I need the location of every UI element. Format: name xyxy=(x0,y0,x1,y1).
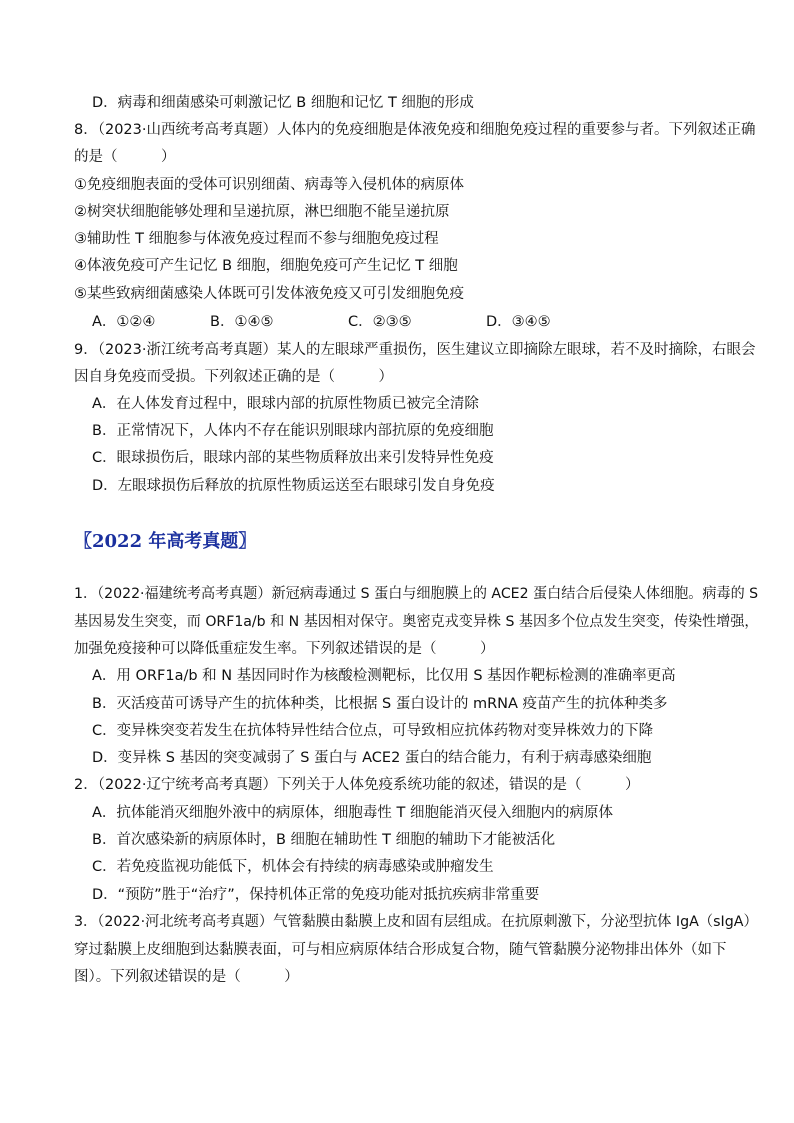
question-8-item-2: ②树突状细胞能够处理和呈递抗原，淋巴细胞不能呈递抗原 xyxy=(74,204,450,220)
question-9-option-a: A．在人体发育过程中，眼球内部的抗原性物质已被完全清除 xyxy=(92,396,479,412)
question-8-option-b: B．①④⑤ xyxy=(210,314,274,330)
section-title: 〖2022 年高考真题〗 xyxy=(74,531,257,552)
question-9-option-c: C．眼球损伤后，眼球内部的某些物质释放出来引发特异性免疫 xyxy=(92,450,494,466)
problem-1-option-b: B．灭活疫苗可诱导产生的抗体种类，比根据 S 蛋白设计的 mRNA 疫苗产生的抗体种类多 xyxy=(92,696,668,712)
question-8-item-3: ③辅助性 T 细胞参与体液免疫过程而不参与细胞免疫过程 xyxy=(74,231,439,247)
question-8-options xyxy=(92,312,551,332)
question-8-item-5: ⑤某些致病细菌感染人体既可引发体液免疫又可引发细胞免疫 xyxy=(74,286,464,302)
question-9-option-b: B．正常情况下，人体内不存在能识别眼球内部抗原的免疫细胞 xyxy=(92,423,494,439)
question-7-option-d: D．病毒和细菌感染可刺激记忆 B 细胞和记忆 T 细胞的形成 xyxy=(92,95,474,111)
problem-3-stem-line-3: 图）。下列叙述错误的是（ ） xyxy=(74,969,299,985)
problem-2-stem: 2．（2022·辽宁统考高考真题）下列关于人体免疫系统功能的叙述，错误的是（ ） xyxy=(74,777,640,793)
problem-3-stem-line-1: 3．（2022·河北统考高考真题）气管黏膜由黏膜上皮和固有层组成。在抗原刺激下，分泌型抗体 IgA（sIgA） xyxy=(74,914,758,930)
problem-1-stem-line-2: 基因易发生突变，而 ORF1a/b 和 N 基因相对保守。奥密克戎变异株 S 基因多个位点发生突变，传染性增强， xyxy=(74,614,759,630)
problem-2-option-d: D．“预防”胜于“治疗”，保持机体正常的免疫功能对抵抗疾病非常重要 xyxy=(92,887,540,903)
problem-3-stem-line-2: 穿过黏膜上皮细胞到达黏膜表面，可与相应病原体结合形成复合物，随气管黏膜分泌物排出体外（如下 xyxy=(74,942,727,958)
problem-1-option-d: D．变异株 S 基因的突变减弱了 S 蛋白与 ACE2 蛋白的结合能力，有利于病毒感染细胞 xyxy=(92,750,652,766)
question-8-stem-line-1: 8．（2023·山西统考高考真题）人体内的免疫细胞是体液免疫和细胞免疫过程的重要参与者。下列叙述正确 xyxy=(74,122,756,138)
problem-1-stem-line-3: 加强免疫接种可以降低重症发生率。下列叙述错误的是（ ） xyxy=(74,641,495,657)
question-8-item-4: ④体液免疫可产生记忆 B 细胞，细胞免疫可产生记忆 T 细胞 xyxy=(74,258,458,274)
question-8-item-1: ①免疫细胞表面的受体可识别细菌、病毒等入侵机体的病原体 xyxy=(74,177,464,193)
question-9-option-d: D．左眼球损伤后释放的抗原性物质运送至右眼球引发自身免疫 xyxy=(92,478,495,494)
problem-2-option-a: A．抗体能消灭细胞外液中的病原体，细胞毒性 T 细胞能消灭侵入细胞内的病原体 xyxy=(92,805,613,821)
question-8-option-d: D．③④⑤ xyxy=(486,314,551,330)
problem-1-stem-line-1: 1．（2022·福建统考高考真题）新冠病毒通过 S 蛋白与细胞膜上的 ACE2 蛋白结合后侵染人体细胞。病毒的 S xyxy=(74,586,759,602)
question-9-stem-line-2: 因自身免疫而受损。下列叙述正确的是（ ） xyxy=(74,369,393,385)
question-8-stem-line-2: 的是（ ） xyxy=(74,149,176,165)
question-9-stem-line-1: 9．（2023·浙江统考高考真题）某人的左眼球严重损伤，医生建议立即摘除左眼球，若不及时摘除，右眼会 xyxy=(74,342,756,358)
problem-1-option-c: C．变异株突变若发生在抗体特异性结合位点，可导致相应抗体药物对变异株效力的下降 xyxy=(92,723,654,739)
question-8-option-a: A．①②④ xyxy=(92,314,156,330)
problem-2-option-c: C．若免疫监视功能低下，机体会有持续的病毒感染或肿瘤发生 xyxy=(92,859,494,875)
question-8-option-c: C．②③⑤ xyxy=(348,314,412,330)
problem-1-option-a: A．用 ORF1a/b 和 N 基因同时作为核酸检测靶标，比仅用 S 基因作靶标检测的准确率更高 xyxy=(92,668,676,684)
problem-2-option-b: B．首次感染新的病原体时，B 细胞在辅助性 T 细胞的辅助下才能被活化 xyxy=(92,832,556,848)
